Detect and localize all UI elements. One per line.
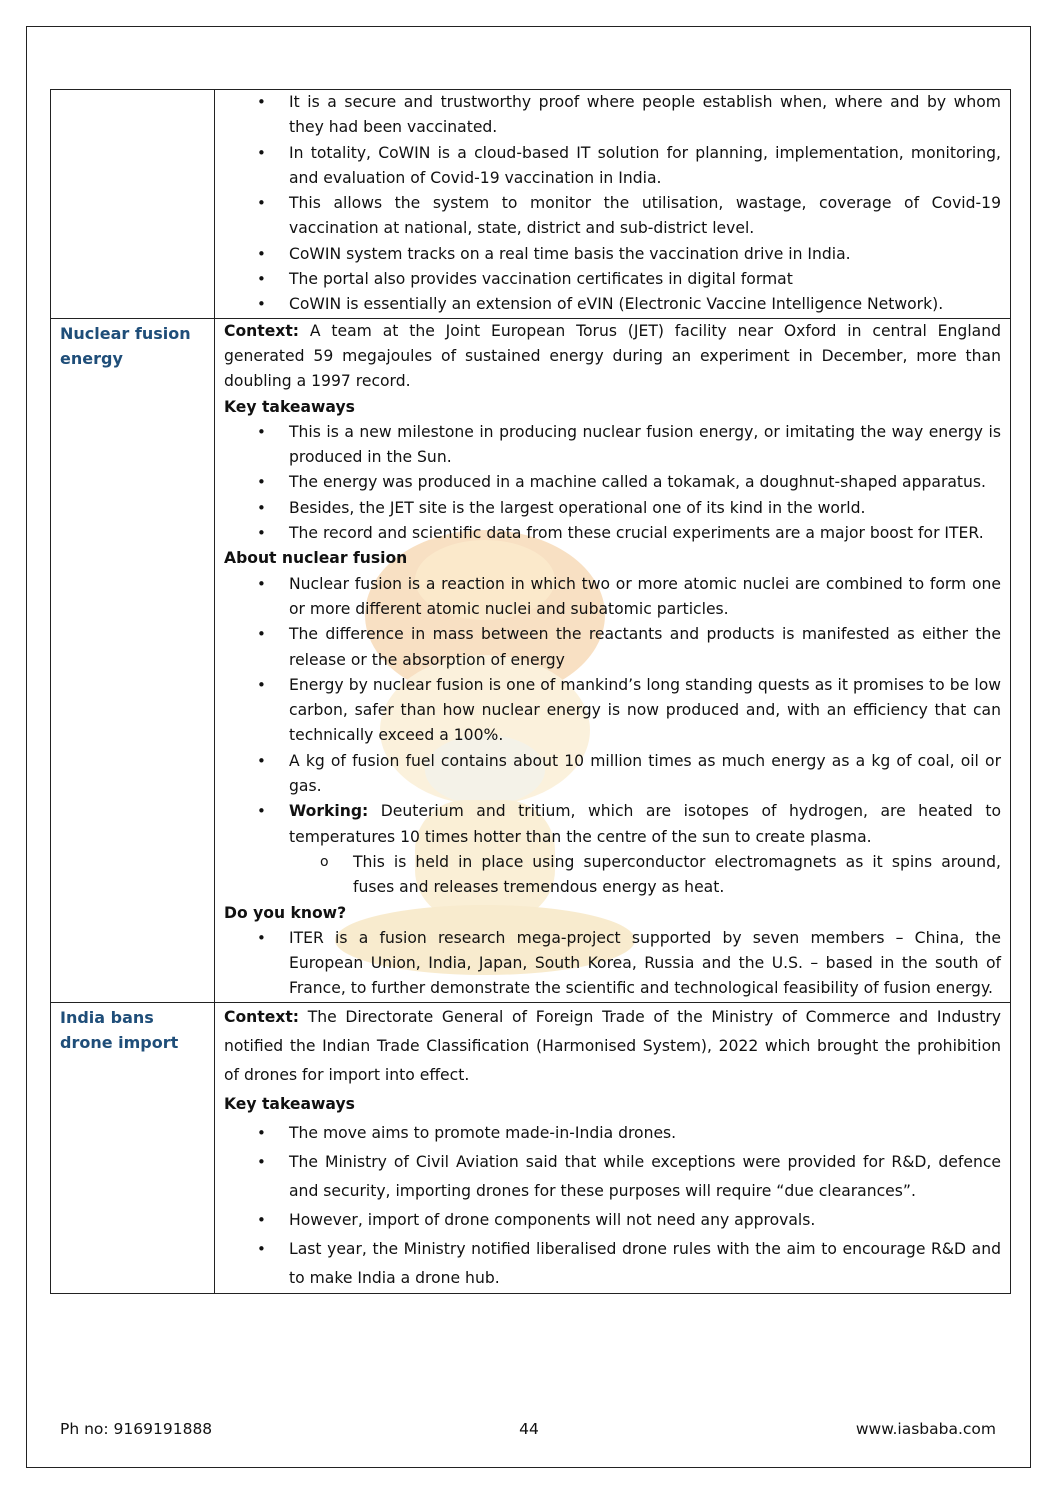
list-item: • Besides, the JET site is the largest operational one of its kind in the world. <box>224 496 1001 521</box>
do-you-know-heading: Do you know? <box>224 903 347 922</box>
do-you-know-list <box>224 926 1001 1002</box>
list-item: • The difference in mass between the reactants and products is manifested as either the release or the absorption of energy <box>224 622 1001 673</box>
topic-label: India bans drone import <box>60 1007 179 1052</box>
list-item: • Nuclear fusion is a reaction in which two or more atomic nuclei are combined to form one or more different atomic nuclei and subatomic particles. <box>224 572 1001 623</box>
footer-page-number: 44 <box>519 1420 539 1438</box>
body-cell <box>215 90 1011 319</box>
topic-cell <box>51 90 215 319</box>
topic-label: Nuclear fusion energy <box>60 323 191 368</box>
list-item <box>224 799 1001 900</box>
key-takeaways-heading: Key takeaways <box>224 1094 355 1113</box>
table-row <box>51 1002 1011 1293</box>
list-item: • The move aims to promote made-in-India drones. <box>224 1119 1001 1148</box>
list-item: • The energy was produced in a machine called a tokamak, a doughnut-shaped apparatus. <box>224 470 1001 495</box>
list-item: • It is a secure and trustworthy proof where people establish when, where and by whom they had been vaccinated. <box>224 90 1001 141</box>
list-item: • The portal also provides vaccination certificates in digital format <box>224 267 1001 292</box>
list-item: • Last year, the Ministry notified liberalised drone rules with the aim to encourage R&D and to make India a drone hub. <box>224 1235 1001 1293</box>
table-row <box>51 90 1011 319</box>
working-sub-list <box>289 850 1001 901</box>
footer-phone: Ph no: 9169191888 <box>60 1420 213 1438</box>
context-label: Context: <box>224 1007 300 1026</box>
list-item: • CoWIN is essentially an extension of eVIN (Electronic Vaccine Intelligence Network). <box>224 292 1001 317</box>
context-paragraph <box>224 1003 1001 1090</box>
key-takeaways-heading: Key takeaways <box>224 397 355 416</box>
list-item: • This allows the system to monitor the utilisation, wastage, coverage of Covid-19 vaccination at national, state, district and sub-district level. <box>224 191 1001 242</box>
body-cell <box>215 318 1011 1002</box>
about-list <box>224 572 1001 901</box>
topic-label <box>51 90 214 92</box>
working-text: Deuterium and tritium, which are isotopes of hydrogen, are heated to temperatures 10 times hotter than the centre of the sun to create plasma. <box>289 802 1001 846</box>
context-label: Context: <box>224 321 300 340</box>
context-paragraph <box>224 319 1001 395</box>
list-item: • The Ministry of Civil Aviation said that while exceptions were provided for R&D, defence and security, importing drones for these purposes will require “due clearances”. <box>224 1148 1001 1206</box>
content-table <box>50 89 1011 1294</box>
body-cell <box>215 1002 1011 1293</box>
context-text: The Directorate General of Foreign Trade of the Ministry of Commerce and Industry notified the Indian Trade Classification (Harmonised System), 2022 which brought the prohibition of drones for import into effect. <box>224 1007 1001 1084</box>
list-item: • ITER is a fusion research mega-project supported by seven members – China, the European Union, India, Japan, South Korea, Russia and the U.S. – based in the south of France, to further demonstrate the scientific and technological feasibility of fusion energy. <box>224 926 1001 1002</box>
context-text: A team at the Joint European Torus (JET) facility near Oxford in central England generated 59 megajoules of sustained energy during an experiment in December, more than doubling a 1997 record. <box>224 321 1001 391</box>
list-item: • In totality, CoWIN is a cloud-based IT solution for planning, implementation, monitoring, and evaluation of Covid-19 vaccination in India. <box>224 141 1001 192</box>
list-item: • This is a new milestone in producing nuclear fusion energy, or imitating the way energy is produced in the Sun. <box>224 420 1001 471</box>
list-item: • CoWIN system tracks on a real time basis the vaccination drive in India. <box>224 242 1001 267</box>
key-takeaways-list <box>224 1119 1001 1293</box>
list-item: • A kg of fusion fuel contains about 10 million times as much energy as a kg of coal, oil or gas. <box>224 749 1001 800</box>
working-label: Working: <box>289 802 369 821</box>
key-takeaways-list <box>224 420 1001 546</box>
table-row <box>51 318 1011 1002</box>
sub-list-item: o This is held in place using superconductor electromagnets as it spins around, fuses and releases tremendous energy as heat. <box>289 850 1001 901</box>
list-item: • However, import of drone components will not need any approvals. <box>224 1206 1001 1235</box>
topic-cell <box>51 1002 215 1293</box>
footer-website[interactable]: www.iasbaba.com <box>855 1420 996 1438</box>
list-item: • The record and scientific data from these crucial experiments are a major boost for ITER. <box>224 521 1001 546</box>
topic-cell <box>51 318 215 1002</box>
list-item: • Energy by nuclear fusion is one of mankind’s long standing quests as it promises to be low carbon, safer than how nuclear energy is now produced and, with an efficiency that can technically exceed a 100%. <box>224 673 1001 749</box>
about-heading: About nuclear fusion <box>224 549 408 568</box>
cowin-bullet-list <box>224 90 1001 318</box>
